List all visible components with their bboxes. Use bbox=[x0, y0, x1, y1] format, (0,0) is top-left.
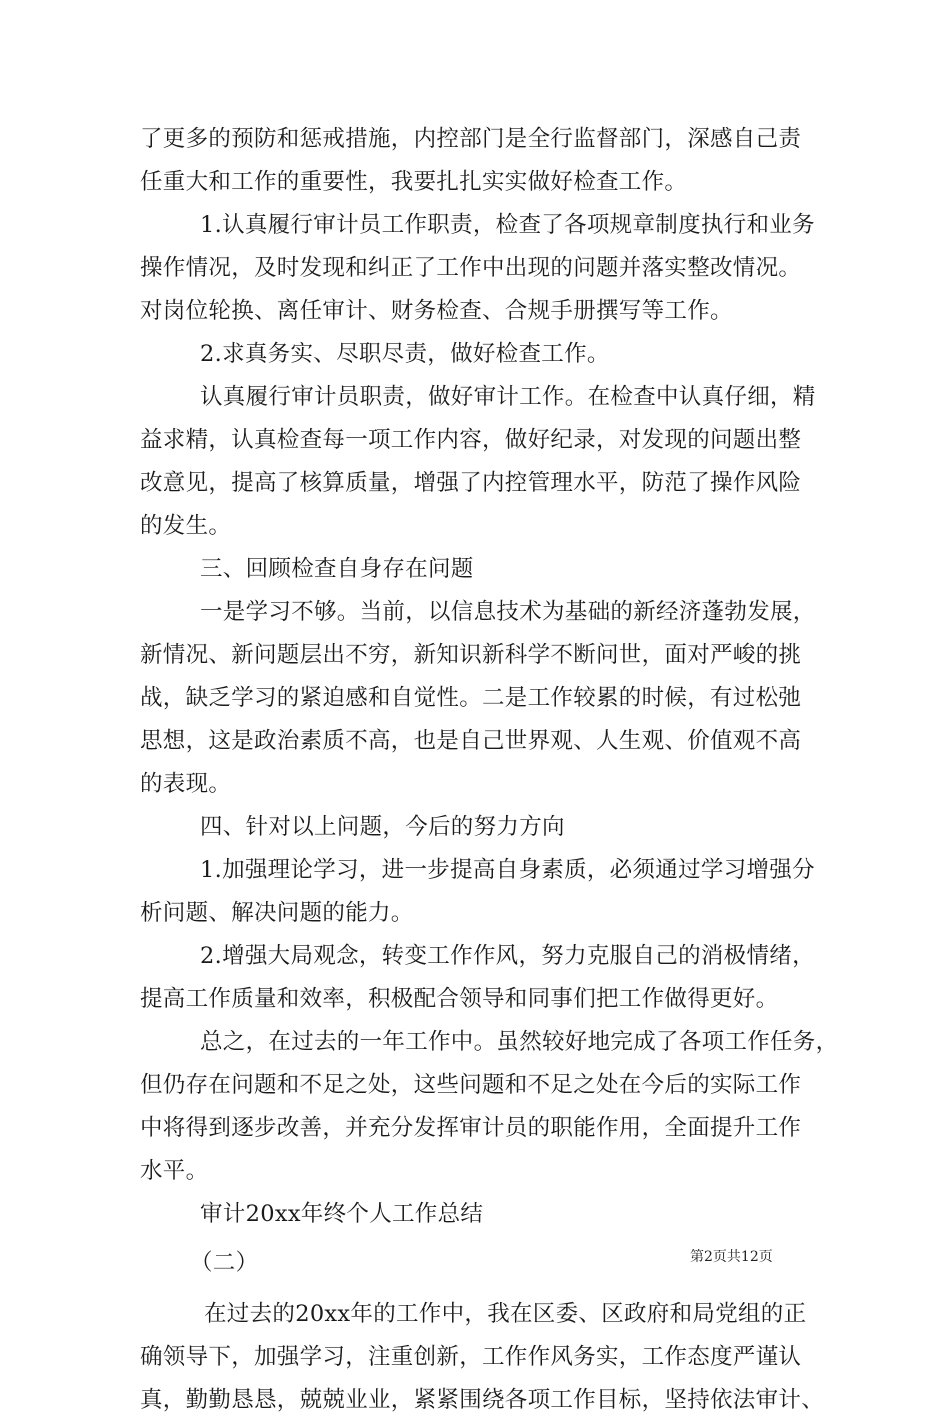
text-line: 中将得到逐步改善，并充分发挥审计员的职能作用，全面提升工作 bbox=[140, 1115, 802, 1141]
text-line: 析问题、解决问题的能力。 bbox=[140, 900, 414, 926]
text-line: 确领导下，加强学习，注重创新，工作作风务实，工作态度严谨认 bbox=[140, 1344, 802, 1370]
text-line: 总之，在过去的一年工作中。虽然较好地完成了各项工作任务， bbox=[200, 1029, 839, 1055]
document-body bbox=[140, 118, 839, 1422]
text-line: 2.增强大局观念，转变工作作风，努力克服自己的消极情绪， bbox=[200, 943, 815, 969]
text-line: 2.求真务实、尽职尽责，做好检查工作。 bbox=[200, 341, 610, 367]
text-line: 的发生。 bbox=[140, 513, 232, 539]
text-line: 在过去的20xx年的工作中，我在区委、区政府和局党组的正 bbox=[204, 1301, 807, 1327]
text-line: 对岗位轮换、离任审计、财务检查、合规手册撰写等工作。 bbox=[140, 298, 733, 324]
text-line: 新情况、新问题层出不穷，新知识新科学不断问世，面对严峻的挑 bbox=[140, 642, 802, 668]
text-line: 一是学习不够。当前，以信息技术为基础的新经济蓬勃发展， bbox=[200, 599, 816, 625]
text-line: 1.认真履行审计员工作职责，检查了各项规章制度执行和业务 bbox=[200, 212, 815, 238]
page-number-footer: 第2页共12页 bbox=[690, 1249, 773, 1265]
text-line: 三、回顾检查自身存在问题 bbox=[200, 556, 474, 582]
text-line: 四、针对以上问题，今后的努力方向 bbox=[200, 814, 565, 840]
text-line: 但仍存在问题和不足之处，这些问题和不足之处在今后的实际工作 bbox=[140, 1072, 802, 1098]
text-line: 益求精，认真检查每一项工作内容，做好纪录，对发现的问题出整 bbox=[140, 427, 802, 453]
text-line: 认真履行审计员职责，做好审计工作。在检查中认真仔细，精 bbox=[200, 384, 816, 410]
text-line: 改意见，提高了核算质量，增强了内控管理水平，防范了操作风险 bbox=[140, 470, 802, 496]
text-line: 水平。 bbox=[140, 1158, 209, 1184]
text-line: 战，缺乏学习的紧迫感和自觉性。二是工作较累的时候，有过松弛 bbox=[140, 685, 802, 711]
text-line: 提高工作质量和效率，积极配合领导和同事们把工作做得更好。 bbox=[140, 986, 779, 1012]
text-line: 审计20xx年终个人工作总结 bbox=[200, 1201, 484, 1227]
text-line: （二） bbox=[190, 1250, 259, 1276]
text-line: 真，勤勤恳恳，兢兢业业，紧紧围绕各项工作目标，坚持依法审计、 bbox=[140, 1387, 825, 1413]
text-line: 1.加强理论学习，进一步提高自身素质，必须通过学习增强分 bbox=[200, 857, 815, 883]
text-line: 了更多的预防和惩戒措施，内控部门是全行监督部门，深感自己责 bbox=[140, 126, 802, 152]
text-line: 任重大和工作的重要性，我要扎扎实实做好检查工作。 bbox=[140, 169, 688, 195]
text-line: 思想，这是政治素质不高，也是自己世界观、人生观、价值观不高 bbox=[140, 728, 802, 754]
text-line: 的表现。 bbox=[140, 771, 232, 797]
text-line: 操作情况，及时发现和纠正了工作中出现的问题并落实整改情况。 bbox=[140, 255, 802, 281]
